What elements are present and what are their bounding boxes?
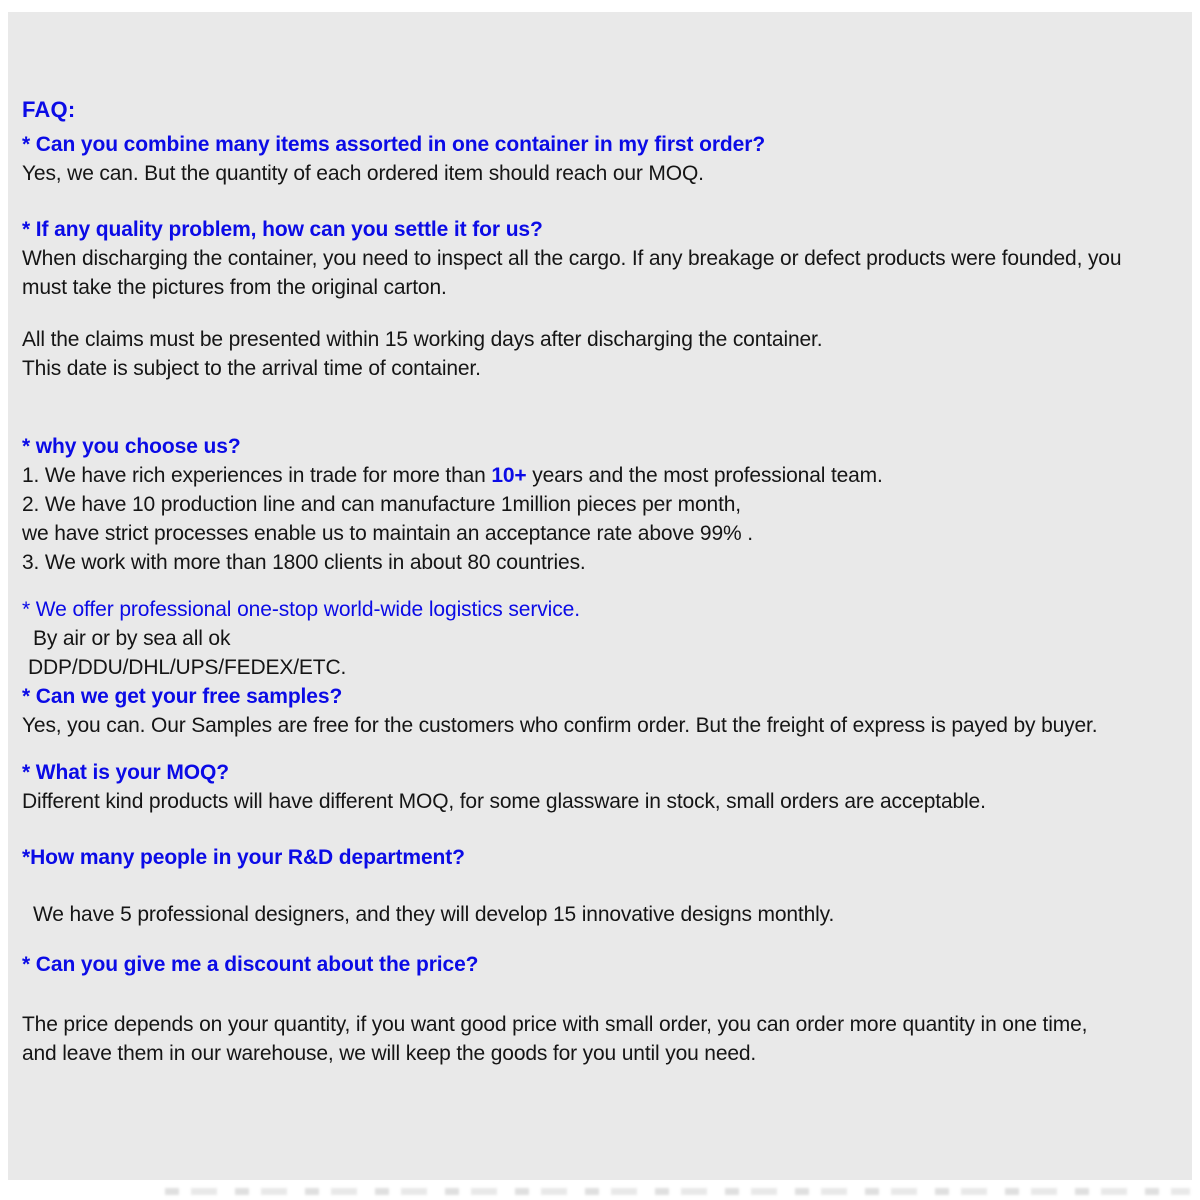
faq-section-combine-items — [22, 130, 1184, 188]
faq-answer-line: and leave them in our warehouse, we will keep the goods for you until you need. — [22, 1042, 757, 1065]
faq-answer — [22, 1010, 1184, 1068]
faq-answer-line: DDP/DDU/DHL/UPS/FEDEX/ETC. — [28, 656, 347, 679]
faq-title: FAQ: — [22, 97, 76, 122]
faq-answer-line: Different kind products will have different MOQ, for some glassware in stock, small orders are acceptable. — [22, 790, 986, 813]
faq-question: * why you choose us? — [22, 435, 241, 458]
faq-question: * What is your MOQ? — [22, 761, 229, 784]
faq-question: * Can we get your free samples? — [22, 685, 343, 708]
faq-answer-line: When discharging the container, you need to inspect all the cargo. If any breakage or defect products were founded, you — [22, 247, 1122, 270]
faq-text-line: All the claims must be presented within 15 working days after discharging the container. — [22, 328, 823, 351]
why-line1-prefix: 1. We have rich experiences in trade for more than — [22, 464, 492, 487]
faq-section-quality-problem — [22, 215, 1184, 302]
why-line1-highlight: 10+ — [491, 464, 527, 487]
cutoff-text-strip — [165, 1188, 1190, 1195]
faq-statement: * We offer professional one-stop world-wide logistics service. — [22, 598, 580, 621]
faq-panel — [8, 12, 1192, 1180]
faq-answer-line: we have strict processes enable us to maintain an acceptance rate above 99% . — [22, 522, 753, 545]
faq-answer-line: Yes, we can. But the quantity of each ordered item should reach our MOQ. — [22, 162, 704, 185]
faq-section-rnd-department — [22, 843, 1184, 929]
faq-question: *How many people in your R&D department? — [22, 846, 465, 869]
faq-question: * Can you give me a discount about the price? — [22, 953, 479, 976]
why-line1-suffix: years and the most professional team. — [526, 464, 883, 487]
faq-section-logistics — [22, 595, 1184, 682]
faq-text-line: This date is subject to the arrival time of container. — [22, 357, 481, 380]
faq-answer-line: We have 5 professional designers, and they will develop 15 innovative designs monthly. — [33, 903, 835, 926]
faq-answer-line: 2. We have 10 production line and can manufacture 1million pieces per month, — [22, 493, 741, 516]
faq-paragraph-claims — [22, 325, 1184, 383]
faq-section-discount — [22, 950, 1184, 1068]
faq-answer-line: Yes, you can. Our Samples are free for the customers who confirm order. But the freight of express is payed by buyer. — [22, 714, 1098, 737]
faq-answer-line — [22, 461, 1184, 490]
faq-section-free-samples — [22, 682, 1184, 740]
faq-section-moq — [22, 758, 1184, 816]
faq-question: * If any quality problem, how can you settle it for us? — [22, 218, 543, 241]
faq-section-why-choose-us — [22, 432, 1184, 577]
faq-answer-line: By air or by sea all ok — [33, 627, 231, 650]
faq-question: * Can you combine many items assorted in one container in my first order? — [22, 133, 766, 156]
faq-answer-line: The price depends on your quantity, if you want good price with small order, you can order more quantity in one time, — [22, 1013, 1088, 1036]
faq-answer-line: 3. We work with more than 1800 clients in about 80 countries. — [22, 551, 586, 574]
faq-answer-line: must take the pictures from the original carton. — [22, 276, 447, 299]
